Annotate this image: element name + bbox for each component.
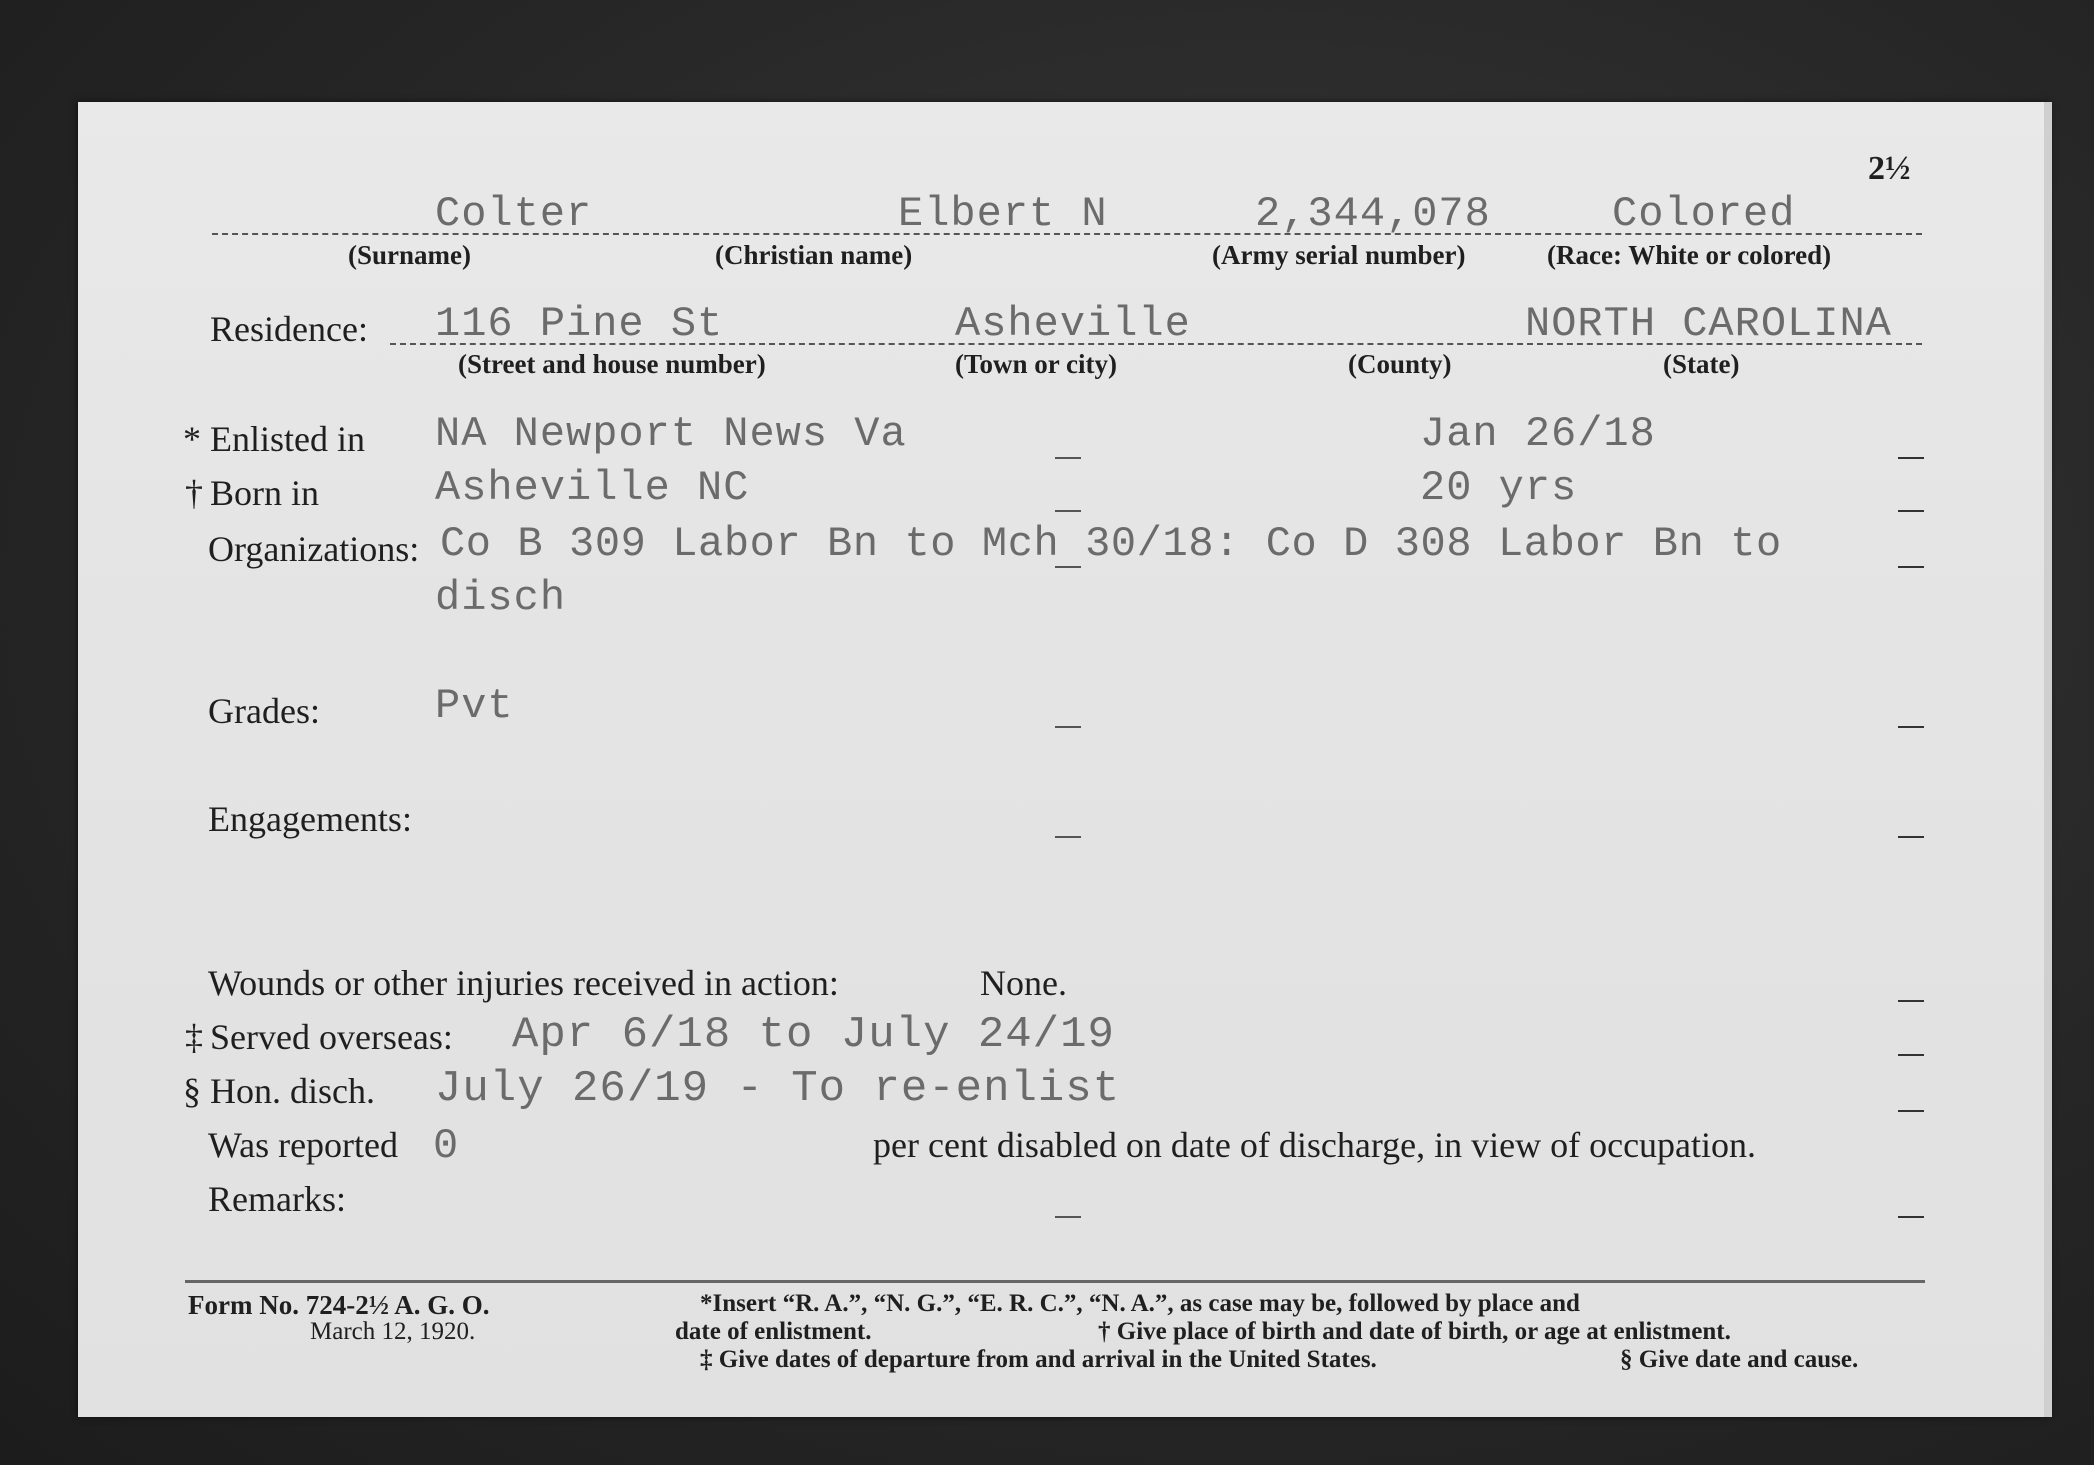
enlisted-end-tick <box>1898 457 1924 459</box>
remarks-label: Remarks: <box>208 1179 346 1219</box>
overseas-value: Apr 6/18 to July 24/19 <box>512 1010 1115 1060</box>
engagements-mid-tick <box>1055 836 1081 838</box>
born-place-value: Asheville NC <box>435 464 750 512</box>
christian-name-value: Elbert N <box>898 190 1108 238</box>
born-end-tick <box>1898 510 1924 512</box>
enlisted-date-value: Jan 26/18 <box>1420 410 1656 458</box>
grades-label: Grades: <box>208 691 320 731</box>
enlisted-place-value: NA Newport News Va <box>435 410 907 458</box>
overseas-mark: ‡ <box>185 1017 203 1057</box>
header-dotted-line <box>212 233 1922 235</box>
born-age-value: 20 yrs <box>1420 464 1578 512</box>
state-caption: (State) <box>1663 349 1740 379</box>
card-number: 2½ <box>1868 150 1911 187</box>
card-edge <box>2044 102 2052 1417</box>
enlisted-mark: * <box>183 419 201 459</box>
born-mark: † <box>185 473 203 513</box>
christian-name-caption: (Christian name) <box>715 240 913 270</box>
wounds-end-tick <box>1898 1000 1924 1002</box>
serial-caption: (Army serial number) <box>1212 240 1466 270</box>
reported-value: 0 <box>433 1122 460 1170</box>
remarks-mid-tick <box>1055 1216 1081 1218</box>
wounds-label: Wounds or other injuries received in action: <box>208 963 839 1003</box>
residence-label: Residence: <box>210 309 368 349</box>
footer-rule <box>185 1280 1925 1283</box>
residence-dotted-line <box>390 343 1922 345</box>
grades-value: Pvt <box>435 682 514 730</box>
engagements-end-tick <box>1898 836 1924 838</box>
form-number: Form No. 724-2½ A. G. O. <box>188 1290 490 1320</box>
grades-end-tick <box>1898 726 1924 728</box>
overseas-end-tick <box>1898 1054 1924 1056</box>
discharge-mark: § <box>183 1071 201 1111</box>
organizations-line2: disch <box>435 574 567 622</box>
engagements-label: Engagements: <box>208 799 412 839</box>
footnote-insert: *Insert “R. A.”, “N. G.”, “E. R. C.”, “N. A.”, as case may be, followed by place and <box>700 1290 1580 1317</box>
organizations-line1: Co B 309 Labor Bn to Mch 30/18: Co D 308 Labor Bn to <box>440 520 1782 568</box>
surname-value: Colter <box>435 190 593 238</box>
reported-suffix: per cent disabled on date of discharge, in view of occupation. <box>873 1125 1757 1165</box>
surname-caption: (Surname) <box>348 240 471 270</box>
reported-label: Was reported <box>208 1125 399 1165</box>
serial-value: 2,344,078 <box>1255 190 1491 238</box>
state-value: NORTH CAROLINA <box>1525 300 1892 348</box>
race-value: Colored <box>1612 190 1796 238</box>
grades-mid-tick <box>1055 726 1081 728</box>
overseas-label: Served overseas: <box>210 1017 453 1057</box>
footnote-overseas: ‡ Give dates of departure from and arrival in the United States. <box>700 1346 1377 1373</box>
remarks-end-tick <box>1898 1216 1924 1218</box>
street-value: 116 Pine St <box>435 300 724 348</box>
town-caption: (Town or city) <box>955 349 1117 379</box>
street-caption: (Street and house number) <box>458 349 766 379</box>
county-caption: (County) <box>1348 349 1452 379</box>
discharge-value: July 26/19 - To re-enlist <box>435 1064 1121 1114</box>
footnote-insert-cont: date of enlistment. <box>675 1318 872 1345</box>
organizations-mid-tick <box>1055 566 1081 568</box>
discharge-end-tick <box>1898 1110 1924 1112</box>
organizations-label: Organizations: <box>208 529 420 569</box>
born-mid-tick <box>1055 510 1081 512</box>
footnote-discharge: § Give date and cause. <box>1620 1346 1859 1373</box>
town-value: Asheville <box>955 300 1191 348</box>
wounds-value: None. <box>980 963 1067 1003</box>
footnote-born: † Give place of birth and date of birth, or age at enlistment. <box>1098 1318 1731 1345</box>
organizations-end-tick <box>1898 566 1924 568</box>
form-date: March 12, 1920. <box>310 1318 476 1345</box>
discharge-label: Hon. disch. <box>210 1071 375 1111</box>
enlisted-label: Enlisted in <box>210 419 365 459</box>
enlisted-mid-tick <box>1055 457 1081 459</box>
born-label: Born in <box>210 473 320 513</box>
race-caption: (Race: White or colored) <box>1547 240 1832 270</box>
